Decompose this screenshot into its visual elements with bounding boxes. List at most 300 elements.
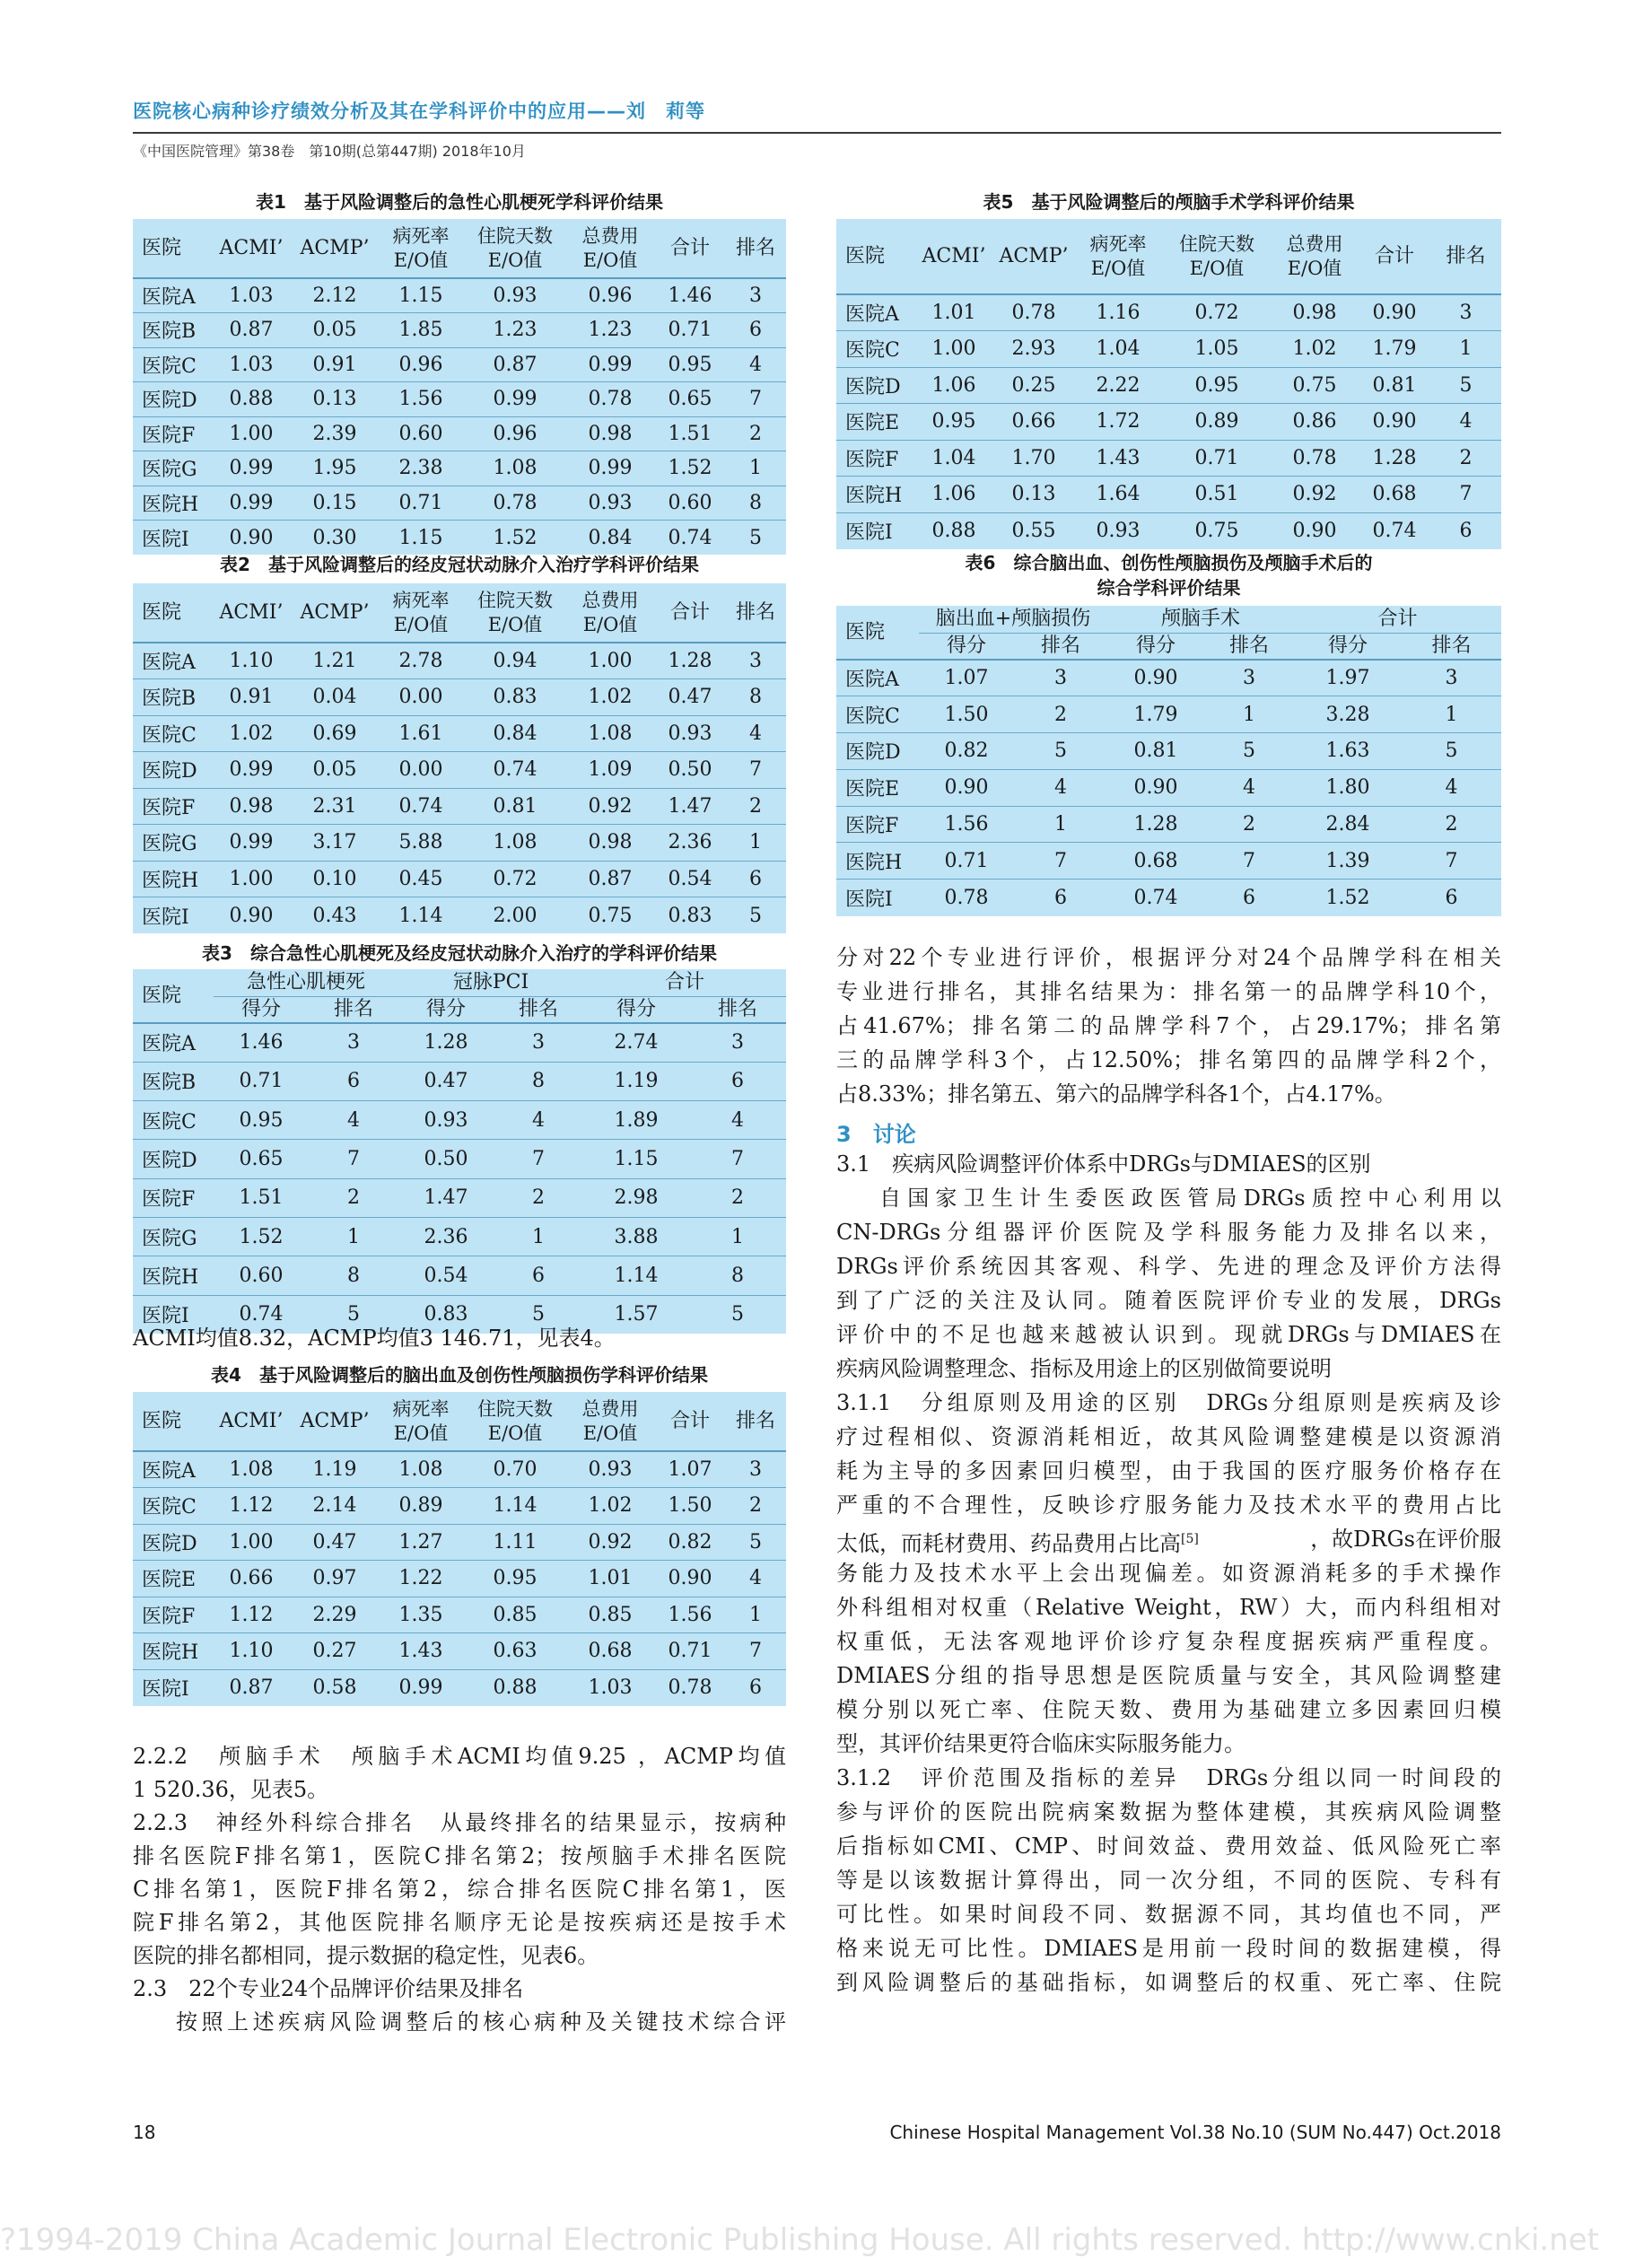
table5 [836,219,1501,549]
table4-row [133,1451,786,1488]
table2-cell: 0.05 [293,752,377,789]
table1-cell: 1.15 [377,521,465,556]
table4-header-0: 医院 [142,1409,182,1432]
table6-cell: 4 [1014,769,1107,806]
table3-cell: 4 [309,1101,398,1140]
table1-header-7: 排名 [735,236,775,259]
table6-cell: 0.90 [1107,660,1204,696]
table2-cell: 0.45 [377,861,465,897]
table1-cell: 0.60 [655,486,725,521]
table4-cell: 1.10 [210,1633,293,1670]
table6-cell: 1.79 [1107,696,1204,733]
table1-cell: 2.12 [293,278,377,313]
table3-cell: 医院C [133,1101,214,1140]
table4-cell: 1.22 [377,1561,465,1597]
table3-cell: 0.50 [398,1140,494,1178]
table5-row [836,404,1501,441]
table4-cell: 1.14 [465,1488,565,1525]
table5-cell: 0.95 [1163,367,1271,404]
sec-3-1-2-line5: 可比性。如果时间段不同、数据源不同，其均值也不同，严 [836,1902,1501,1927]
table1-cell: 1.23 [565,313,655,348]
table6-cell: 5 [1014,733,1107,770]
table1-cell: 1.00 [210,416,293,451]
table2-cell: 0.69 [293,715,377,752]
table3-cell: 1.46 [214,1023,309,1062]
table5-cell: 0.78 [1271,440,1359,477]
table3-cell: 1.28 [398,1023,494,1062]
table5-cell: 1.64 [1073,477,1163,513]
table5-cell: 医院H [836,477,913,513]
table4-header-4: 住院天数E/O值 [477,1397,553,1444]
table4-cell: 0.87 [210,1669,293,1706]
table4-cell: 0.97 [293,1561,377,1597]
table2-cell: 2.31 [293,788,377,825]
table2-cell: 6 [725,861,786,897]
table6-cell: 3 [1014,660,1107,696]
table3-cell: 0.74 [214,1295,309,1334]
table4-cell: 医院E [133,1561,210,1597]
table2-cell: 1.00 [565,643,655,679]
para2-line2: CN-DRGs分组器评价医院及学科服务能力及排名以来， [836,1220,1501,1245]
table4-cell: 1.00 [210,1524,293,1561]
table6-cell: 医院E [836,769,919,806]
table2-cell: 1.09 [565,752,655,789]
table5-row [836,331,1501,368]
table6-subheader: 排名 [1204,633,1294,660]
table5-row [836,477,1501,513]
sec-2-2-2-line1: 2.2.2 颅脑手术 颅脑手术ACMI均值9.25 ，ACMP均值 [133,1744,786,1769]
table1-cell: 0.71 [655,313,725,348]
table3-cell: 0.95 [214,1101,309,1140]
table2-cell: 0.93 [655,715,725,752]
table6-cell: 2.84 [1294,806,1402,843]
table5-row [836,367,1501,404]
table3-cell: 0.93 [398,1101,494,1140]
table5-header-5: 总费用E/O值 [1286,232,1343,279]
sec-3-1-2-line1: 3.1.2 评价范围及指标的差异 DRGs分组以同一时间段的 [836,1765,1501,1790]
table1-cell: 0.96 [377,347,465,382]
table3-cell: 5 [689,1295,786,1334]
table3-row [133,1062,786,1100]
table2-cell: 0.94 [465,643,565,679]
table4-cell: 6 [725,1669,786,1706]
table5-cell: 0.93 [1073,512,1163,549]
table2-cell: 0.00 [377,679,465,716]
table6-cell: 6 [1014,880,1107,916]
table2-cell: 1.10 [210,643,293,679]
table5-cell: 0.89 [1163,404,1271,441]
table3-cell: 1.14 [583,1256,689,1295]
table4-header-6: 合计 [669,1409,710,1432]
table4-cell: 1.27 [377,1524,465,1561]
table4-caption: 表4 基于风险调整后的脑出血及创伤性颅脑损伤学科评价结果 [211,1364,708,1386]
table4-cell: 1.02 [565,1488,655,1525]
table1-cell: 1 [725,451,786,486]
table1-header-4: 住院天数E/O值 [477,224,553,271]
table2-row [133,861,786,897]
table2-cell: 1.02 [210,715,293,752]
table1-header-2: ACMP’ [300,236,370,259]
table2-cell: 0.99 [210,752,293,789]
sec-3-1-2-line7: 到风险调整后的基础指标，如调整后的权重、死亡率、住院 [836,1970,1501,1995]
table2-cell: 1.61 [377,715,465,752]
table4-cell: 1.56 [655,1597,725,1633]
table5-cell: 1.79 [1359,331,1430,368]
journal-info: 《中国医院管理》第38卷 第10期(总第447期) 2018年10月 [133,143,526,160]
table1-cell: 0.95 [655,347,725,382]
sec-3-1-1-line10: 模分别以死亡率、住院天数、费用为基础建立多因素回归模 [836,1697,1501,1722]
table3-cell: 3 [494,1023,583,1062]
table1-cell: 医院F [133,416,210,451]
table4-cell: 1.07 [655,1451,725,1488]
table5-header-6: 合计 [1374,244,1414,267]
table2-cell: 医院D [133,752,210,789]
table1-caption: 表1 基于风险调整后的急性心肌梗死学科评价结果 [256,191,663,213]
sec-2-2-3-line5: 医院的排名都相同，提示数据的稳定性，见表6。 [133,1943,599,1968]
table6-cell: 1.56 [919,806,1014,843]
table6-cell: 0.90 [1107,769,1204,806]
sec-2-3-line1: 按照上述疾病风险调整后的核心病种及关键技术综合评 [176,2009,786,2035]
table4-cell: 0.99 [377,1669,465,1706]
table2-cell: 0.43 [293,897,377,934]
table3-cell: 7 [689,1140,786,1178]
table5-cell: 医院F [836,440,913,477]
table5-cell: 0.90 [1271,512,1359,549]
table2-cell: 1.00 [210,861,293,897]
table6-cell: 4 [1204,769,1294,806]
table6-cell: 7 [1204,843,1294,880]
table6-cell: 0.90 [919,769,1014,806]
table1-cell: 1.52 [465,521,565,556]
sec-3-1-1-line8: 权重低，无法客观地评价诊疗复杂程度据疾病严重程度。 [836,1629,1501,1654]
table5-cell: 1.04 [913,440,994,477]
table1-cell: 医院C [133,347,210,382]
table3-cell: 医院H [133,1256,214,1295]
table1-cell: 0.99 [210,451,293,486]
table6-cell: 0.81 [1107,733,1204,770]
table2-cell: 0.92 [565,788,655,825]
table5-cell: 0.90 [1359,404,1430,441]
table1-cell: 0.91 [293,347,377,382]
table4-cell: 1.11 [465,1524,565,1561]
table6-cell: 0.78 [919,880,1014,916]
table3-cell: 4 [689,1101,786,1140]
table4-row [133,1633,786,1670]
table5-cell: 1.01 [913,294,994,331]
sec-3-1-1-line5 [836,1526,1501,1557]
table5-cell: 0.13 [994,477,1073,513]
table2-cell: 2.78 [377,643,465,679]
para1-line1: 分对22个专业进行评价，根据评分对24个品牌学科在相关 [836,945,1501,970]
table2-cell: 0.74 [465,752,565,789]
para2-line4: 到了广泛的关注及认同。随着医院评价专业的发展，DRGs [836,1288,1501,1313]
table6-cell: 医院I [836,880,919,916]
table5-cell: 3 [1430,294,1501,331]
table4-cell: 4 [725,1561,786,1597]
table2-cell: 0.84 [465,715,565,752]
table4-cell: 2 [725,1488,786,1525]
table5-cell: 1.72 [1073,404,1163,441]
table4-cell: 医院A [133,1451,210,1488]
table6-cell: 1 [1204,696,1294,733]
table4-cell: 1.08 [377,1451,465,1488]
table2-cell: 0.83 [465,679,565,716]
table2-cell: 0.04 [293,679,377,716]
table2-header-6: 合计 [669,600,710,624]
table5-cell: 1.04 [1073,331,1163,368]
table3-cell: 2.74 [583,1023,689,1062]
table4-cell: 1.01 [565,1561,655,1597]
table4-cell: 0.47 [293,1524,377,1561]
table1-cell: 0.78 [565,382,655,417]
table1-row [133,521,786,556]
table4-cell: 1 [725,1597,786,1633]
table3-cell: 1 [494,1217,583,1256]
table6-cell: 0.74 [1107,880,1204,916]
table3-header-hospital: 医院 [142,984,182,1007]
table5-row [836,294,1501,331]
table5-cell: 0.25 [994,367,1073,404]
table5-cell: 医院D [836,367,913,404]
table5-cell: 1.28 [1359,440,1430,477]
table5-cell: 0.78 [994,294,1073,331]
table4-row [133,1597,786,1633]
table1-cell: 1.03 [210,278,293,313]
table3-cell: 1.89 [583,1101,689,1140]
table3-subheader: 得分 [398,996,494,1023]
para1-line5: 占8.33%；排名第五、第六的品牌学科各1个，占4.17%。 [836,1081,1396,1107]
table2-cell: 1.21 [293,643,377,679]
table1-row [133,486,786,521]
table2-row [133,715,786,752]
table2-cell: 0.91 [210,679,293,716]
table4-header-5: 总费用E/O值 [581,1397,639,1444]
table5-cell: 0.66 [994,404,1073,441]
table3-row [133,1101,786,1140]
table4-cell: 1.08 [210,1451,293,1488]
table3-cell: 医院I [133,1295,214,1334]
table6-cell: 1.52 [1294,880,1402,916]
table2-cell: 1.08 [465,825,565,862]
table4-cell: 0.89 [377,1488,465,1525]
citation-ref: [5] [1181,1532,1199,1546]
table3-cell: 1.47 [398,1178,494,1217]
table6-cell: 7 [1014,843,1107,880]
sec-3-1-2-line4: 等是以该数据计算得出，同一次分组，不同的医院、专科有 [836,1868,1501,1893]
table1-header-0: 医院 [142,236,182,259]
table2-cell: 1.47 [655,788,725,825]
sec-2-2-3-line2: 排名医院F排名第1，医院C排名第2；按颅脑手术排名医院 [133,1843,786,1869]
table1-cell: 8 [725,486,786,521]
table1-cell: 0.87 [465,347,565,382]
table1-cell: 0.15 [293,486,377,521]
table1-row [133,278,786,313]
table3-cell: 医院G [133,1217,214,1256]
table1-cell: 医院G [133,451,210,486]
table6-cell: 6 [1402,880,1501,916]
table1-header-1: ACMI’ [219,236,284,259]
table5-cell: 0.74 [1359,512,1430,549]
table6-cell: 5 [1204,733,1294,770]
table3-row [133,1256,786,1295]
table1-header-3: 病死率E/O值 [392,224,450,271]
table1-cell: 1.46 [655,278,725,313]
table2-row [133,752,786,789]
para2-line6: 疾病风险调整理念、指标及用途上的区别做简要说明 [836,1356,1332,1381]
table3-cell: 3 [689,1023,786,1062]
table5-cell: 0.88 [913,512,994,549]
table2-cell: 0.98 [210,788,293,825]
table4-cell: 1.19 [293,1451,377,1488]
table6-cell: 1.28 [1107,806,1204,843]
running-title: 医院核心病种诊疗绩效分析及其在学科评价中的应用——刘 莉等 [133,101,705,122]
table2-cell: 0.54 [655,861,725,897]
sec-3-1-2-line6: 格来说无可比性。DMIAES是用前一段时间的数据建模，得 [836,1936,1501,1961]
table6-cell: 2 [1204,806,1294,843]
table4-cell: 3 [725,1451,786,1488]
table1-cell: 0.99 [565,451,655,486]
sec-3-1-1-line1: 3.1.1 分组原则及用途的区别 DRGs分组原则是疾病及诊 [836,1390,1501,1415]
table6-row [836,843,1501,880]
table4-row [133,1488,786,1525]
table3-cell: 2 [689,1178,786,1217]
table1-cell: 1.15 [377,278,465,313]
table2-cell: 医院F [133,788,210,825]
table6-row [836,769,1501,806]
table2-cell: 0.50 [655,752,725,789]
table1-cell: 医院A [133,278,210,313]
table3-row [133,1178,786,1217]
table1-cell: 0.13 [293,382,377,417]
table6-cell: 1 [1014,806,1107,843]
table6-cell: 4 [1402,769,1501,806]
table5-cell: 5 [1430,367,1501,404]
table3-cell: 1.51 [214,1178,309,1217]
table1-cell: 0.74 [655,521,725,556]
table5-cell: 2.93 [994,331,1073,368]
table3-cell: 8 [494,1062,583,1100]
table2-cell: 0.90 [210,897,293,934]
table2-header-4: 住院天数E/O值 [477,589,553,635]
table1-row [133,313,786,348]
table2-cell: 1.02 [565,679,655,716]
table3-cell: 7 [309,1140,398,1178]
table4-cell: 0.92 [565,1524,655,1561]
table6-cell: 5 [1402,733,1501,770]
table6-subheader: 排名 [1402,633,1501,660]
table6-cell: 医院C [836,696,919,733]
table1-cell: 0.60 [377,416,465,451]
sec-3-1-1-line9: DMIAES分组的指导思想是医院质量与安全，其风险调整建 [836,1663,1501,1688]
table5-cell: 0.90 [1359,294,1430,331]
table6 [836,606,1501,916]
table4-cell: 医院I [133,1669,210,1706]
table2-header-7: 排名 [735,600,775,624]
table5-cell: 2 [1430,440,1501,477]
table5-row [836,512,1501,549]
sec-2-2-3-line3: C排名第1，医院F排名第2，综合排名医院C排名第1，医 [133,1877,786,1902]
table5-cell: 0.98 [1271,294,1359,331]
sec-3-1-1-line7: 外科组相对权重（Relative Weight，RW）大，而内科组相对 [836,1595,1501,1620]
table1-row [133,416,786,451]
table3-cell: 3.88 [583,1217,689,1256]
table2-cell: 2.00 [465,897,565,934]
table4-cell: 0.70 [465,1451,565,1488]
table2-row [133,643,786,679]
table3-cell: 4 [494,1101,583,1140]
table6-subheader: 得分 [1107,633,1204,660]
table1-row [133,382,786,417]
table2-cell: 2.36 [655,825,725,862]
table6-cell: 3 [1402,660,1501,696]
para2-line3: DRGs评价系统因其客观、科学、先进的理念及评价方法得 [836,1254,1501,1279]
table4-cell: 0.85 [465,1597,565,1633]
table6-cell: 1.39 [1294,843,1402,880]
table3-cell: 0.47 [398,1062,494,1100]
table6-cell: 1.80 [1294,769,1402,806]
table6-row [836,806,1501,843]
table6-cell: 1 [1402,696,1501,733]
page-number: 18 [133,2122,156,2143]
table4-cell: 0.68 [565,1633,655,1670]
table2-header-0: 医院 [142,600,182,624]
table6-caption-line1: 表6 综合脑出血、创伤性颅脑损伤及颅脑手术后的 [965,552,1373,573]
table6-subheader: 得分 [919,633,1014,660]
sec-3-1-1-line11: 型，其评价结果更符合临床实际服务能力。 [836,1731,1246,1756]
table5-cell: 7 [1430,477,1501,513]
table5-cell: 医院E [836,404,913,441]
table1 [133,219,786,555]
table5-cell: 医院I [836,512,913,549]
table3-subheader: 排名 [309,996,398,1023]
table3-cell: 0.71 [214,1062,309,1100]
table5-cell: 0.75 [1271,367,1359,404]
table1-cell: 1.08 [465,451,565,486]
table3-cell: 医院D [133,1140,214,1178]
table6-row [836,660,1501,696]
section-3-heading: 3 讨论 [836,1122,916,1147]
table6-cell: 6 [1204,880,1294,916]
table6-group-header: 颅脑手术 [1161,607,1241,630]
sec-3-1-1-line4: 严重的不合理性，反映诊疗服务能力及技术水平的费用占比 [836,1492,1501,1518]
table4-cell: 0.95 [465,1561,565,1597]
table2-row [133,897,786,934]
sec-2-2-3-line1: 2.2.3 神经外科综合排名 从最终排名的结果显示，按病种 [133,1810,786,1835]
para1-line2: 专业进行排名，其排名结果为：排名第一的品牌学科10个， [836,979,1501,1004]
table4-cell: 0.82 [655,1524,725,1561]
table3-caption: 表3 综合急性心肌梗死及经皮冠状动脉介入治疗的学科评价结果 [202,942,717,964]
table4-cell: 2.29 [293,1597,377,1633]
table2-cell: 2 [725,788,786,825]
table6-caption-line2: 综合学科评价结果 [1097,577,1241,599]
table6-cell: 医院H [836,843,919,880]
table6-row [836,880,1501,916]
sec-3-1-1-line3: 耗为主导的多因素回归模型，由于我国的医疗服务价格存在 [836,1458,1501,1483]
table2-cell: 医院H [133,861,210,897]
table4-cell: 1.03 [565,1669,655,1706]
table2-cell: 7 [725,752,786,789]
table2-cell: 3.17 [293,825,377,862]
table2-cell: 0.98 [565,825,655,862]
footer-journal: Chinese Hospital Management Vol.38 No.10 (SUM No.447) Oct.2018 [889,2122,1501,2143]
table4-cell: 5 [725,1524,786,1561]
table2-cell: 0.83 [655,897,725,934]
table5-cell: 0.75 [1163,512,1271,549]
table1-cell: 6 [725,313,786,348]
table4-cell: 1.12 [210,1597,293,1633]
table3-cell: 0.60 [214,1256,309,1295]
table3-row [133,1023,786,1062]
